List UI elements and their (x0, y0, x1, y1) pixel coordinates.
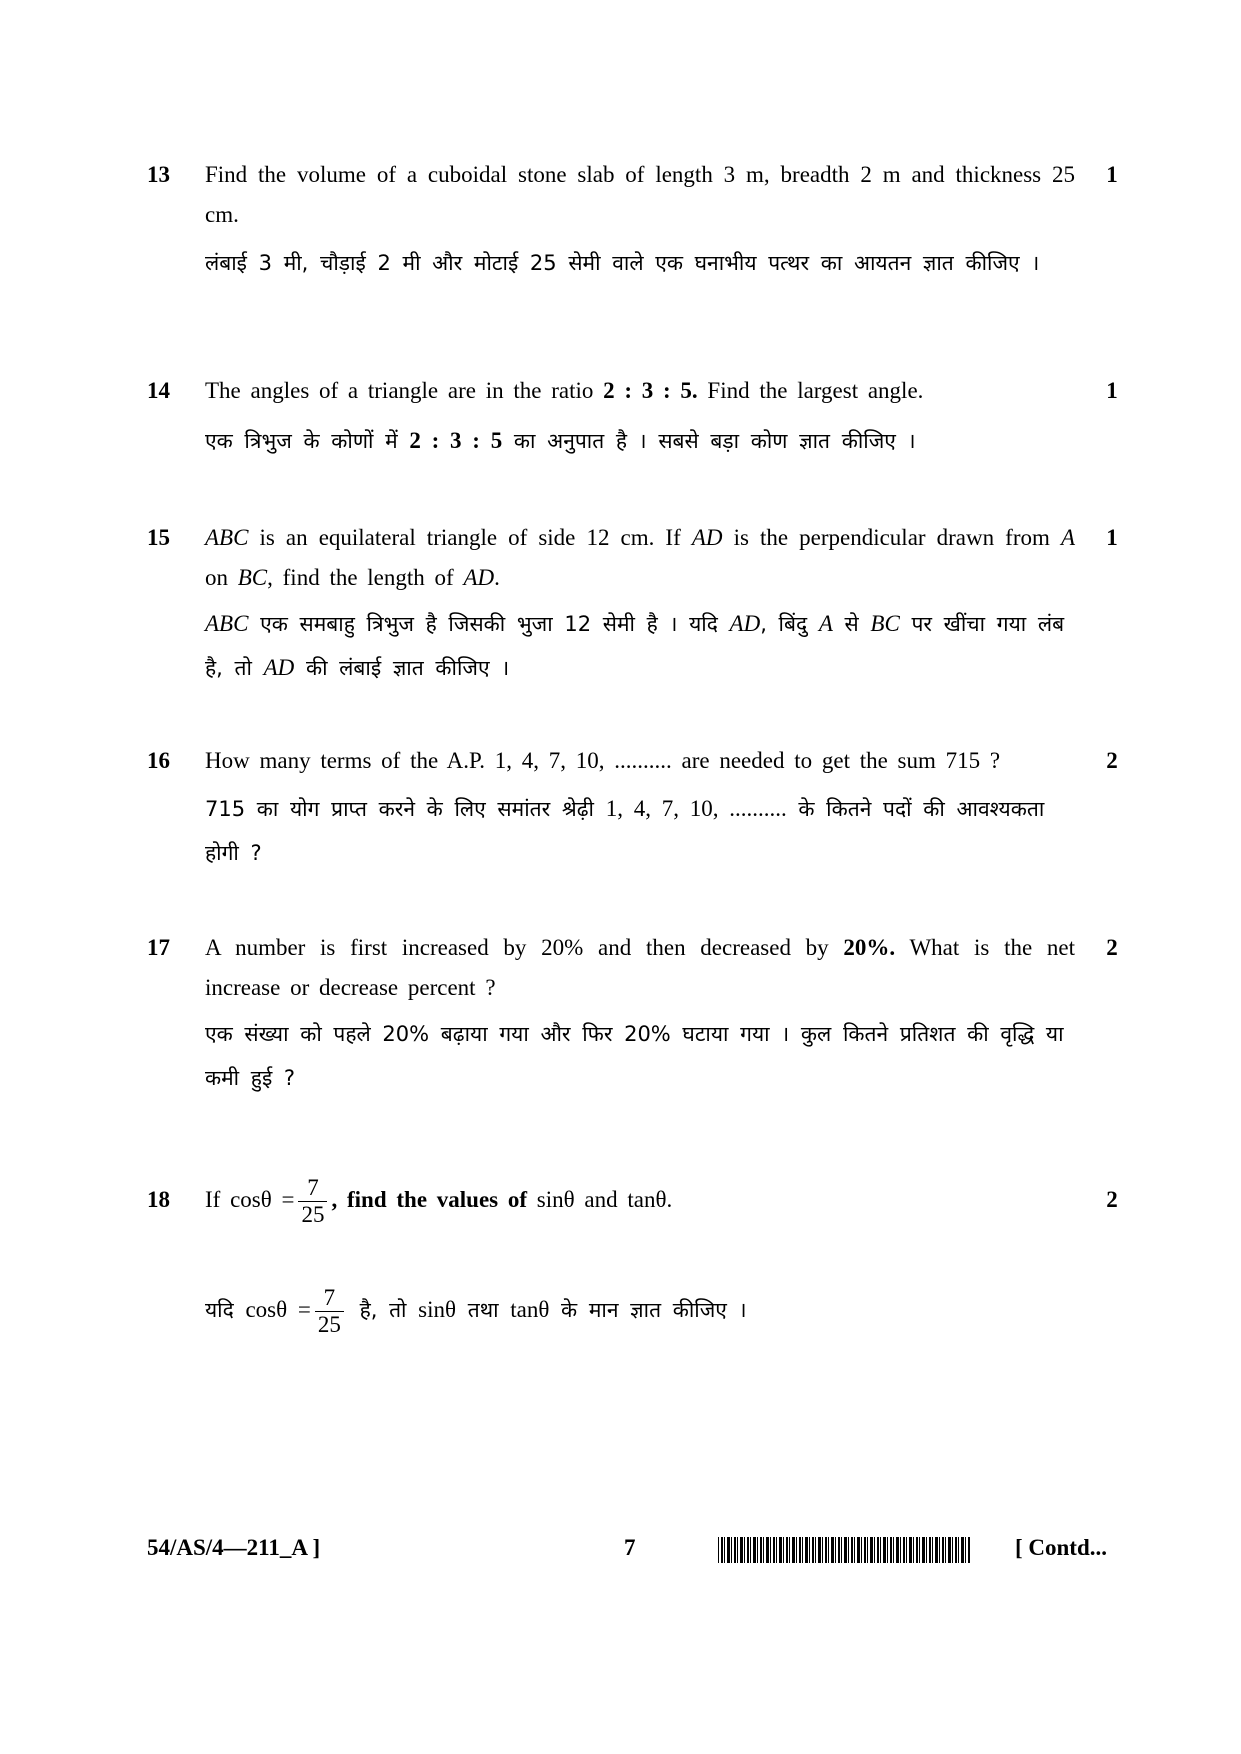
question-hindi-text: यदि cosθ = $\frac{7}{25}$ है, तो sinθ तथा tanθ के मान ज्ञात कीजिए । (205, 1284, 747, 1337)
paper-code: 54/AS/4—211_A ] (147, 1535, 321, 1560)
question-hindi-text: एक संख्या को पहले 20% बढ़ाया गया और फिर 20% घटाया गया । कुल कितने प्रतिशत की वृद्धि या कमी हुई ? (205, 1022, 1064, 1090)
series-text: 1, 4, 7, 10, .......... (605, 796, 787, 821)
question-english-text: ABC is an equilateral triangle of side 12 cm. If AD is the perpendicular drawn from A on BC, find the length of AD. (205, 525, 1076, 590)
ratio-text: 2 : 3 : 5. (603, 378, 698, 403)
fraction-denominator: 25 (301, 1202, 325, 1228)
cos-expression: cosθ = (245, 1297, 311, 1322)
question-hindi-text: ABC एक समबाहु त्रिभुज है जिसकी भुजा 12 सेमी है । यदि AD, बिंदु A से BC पर खींचा गया लंब है, तो AD की लंबाई ज्ञात कीजिए । (205, 611, 1065, 680)
fraction (298, 1175, 327, 1228)
question-marks: 1 (1106, 525, 1118, 550)
sin-expression: sinθ (536, 1187, 575, 1212)
question-hindi-text: 715 का योग प्राप्त करने के लिए समांतर श्रेढ़ी 1, 4, 7, 10, .......... के कितने पदों की आवश्यकता होगी ? (205, 796, 1045, 865)
cos-expression: cosθ = (230, 1187, 295, 1212)
question-number: 18 (147, 1187, 170, 1212)
barcode-image (718, 1537, 970, 1563)
question-number: 16 (147, 748, 170, 773)
question-marks: 1 (1106, 162, 1118, 187)
question-hindi-text: एक त्रिभुज के कोणों में 2 : 3 : 5 का अनुपात है । सबसे बड़ा कोण ज्ञात कीजिए । (205, 428, 916, 453)
tan-expression: tanθ. (627, 1187, 673, 1212)
question-number: 13 (147, 162, 170, 187)
question-english-text: If cosθ = $\frac{7}{25}$ , find the values of sinθ and tanθ. (205, 1175, 673, 1228)
question-number: 15 (147, 525, 170, 550)
fraction (315, 1285, 344, 1338)
page-number: 7 (624, 1535, 636, 1560)
tan-expression: tanθ (510, 1297, 550, 1322)
question-english-text: The angles of a triangle are in the ratio 2 : 3 : 5. Find the largest angle. (205, 378, 924, 403)
ratio-text: 2 : 3 : 5 (409, 428, 503, 453)
question-marks: 1 (1106, 378, 1118, 403)
continued-label: [ Contd... (1015, 1535, 1108, 1560)
fraction-denominator: 25 (317, 1311, 341, 1337)
sin-expression: sinθ (418, 1297, 457, 1322)
question-number: 17 (147, 935, 170, 960)
question-marks: 2 (1106, 935, 1118, 960)
question-english-text: Find the volume of a cuboidal stone slab of length 3 m, breadth 2 m and thickness 25 cm. (205, 162, 1075, 227)
question-hindi-text: लंबाई 3 मी, चौड़ाई 2 मी और मोटाई 25 सेमी वाले एक घनाभीय पत्थर का आयतन ज्ञात कीजिए । (205, 251, 1040, 275)
question-english-text: A number is first increased by 20% and then decreased by 20%. What is the net increase or decrease percent ? (205, 935, 1075, 1000)
question-marks: 2 (1106, 1187, 1118, 1212)
series-text: 1, 4, 7, 10, .......... (494, 748, 672, 773)
fraction-numerator: 7 (298, 1175, 327, 1202)
percent-text: 20%. (843, 935, 896, 960)
fraction-numerator: 7 (315, 1285, 344, 1312)
question-number: 14 (147, 378, 170, 403)
question-marks: 2 (1106, 748, 1118, 773)
question-english-text: How many terms of the A.P. 1, 4, 7, 10, .......... are needed to get the sum 715 ? (205, 748, 1001, 773)
